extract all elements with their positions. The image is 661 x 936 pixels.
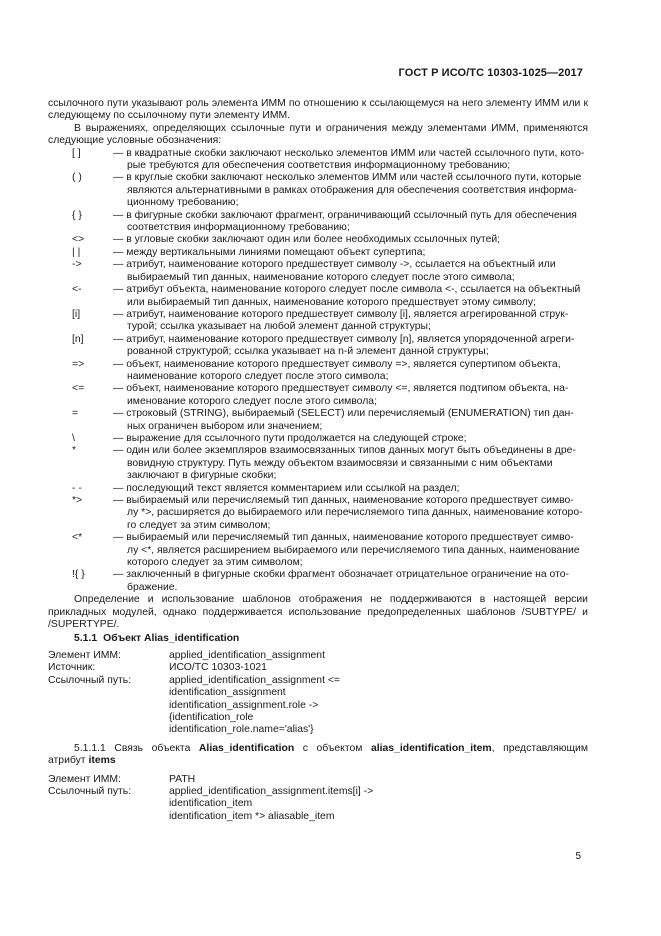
notation-description [113, 495, 588, 532]
definition-row [48, 786, 588, 823]
definition-value [169, 774, 588, 786]
definition-label: Элемент ИММ: [48, 649, 121, 661]
notation-item [48, 259, 588, 284]
templates-paragraph: Определение и использование шаблонов отображения не поддерживаются в настоящей версии прикладных модулей, однако поддерживается использование предопределенных шаблонов /SUBTYPE/ и /SUPERTYPE/. [48, 594, 588, 631]
notation-description [113, 433, 588, 445]
notation-symbol: <* [72, 532, 83, 544]
section-number: 5.1.1 [74, 633, 98, 645]
notation-item [48, 247, 588, 259]
notation-symbol: * [72, 445, 77, 457]
section-heading [74, 633, 588, 645]
notation-symbol: *> [72, 495, 83, 506]
notation-line: — последующий текст является комментарием или ссылкой на раздел; [113, 482, 460, 494]
notation-line: соответствия информационному требованию; [127, 222, 350, 234]
notation-description [113, 210, 588, 235]
notation-line: — в круглые скобки заключают несколько элементов ИММ или частей ссылочного пути, которые [113, 172, 582, 184]
subsection-number: 5.1.1.1 [74, 742, 106, 754]
definition-row [48, 662, 588, 674]
notation-line: — между вертикальными линиями помещают объект супертипа; [113, 246, 426, 258]
definition-value-line: applied_identification_assignment [169, 649, 325, 661]
notation-symbol: [n] [72, 333, 84, 345]
notation-item [48, 172, 588, 209]
notation-line: — заключенный в фигурные скобки фрагмент обозначает отрицательное ограничение на ото- [113, 569, 569, 581]
notation-description [113, 532, 588, 569]
definition-value-line: identification_assignment [169, 687, 286, 699]
notation-line: — атрибут, наименование которого предшествует символу ->, ссылается на объектный или [113, 259, 556, 271]
notation-item [48, 359, 588, 384]
notation-item [48, 210, 588, 235]
notation-description [113, 483, 588, 495]
definition-value-line: ИСО/ТС 10303-1021 [169, 662, 267, 674]
notation-line: — атрибут, наименование которого предшествует символу [n], является упорядоченной агреги- [113, 333, 575, 345]
notation-line: наименование которого следует после этого символа; [127, 370, 389, 382]
definition-value [169, 786, 588, 823]
subsection-object: Alias_identification [198, 742, 295, 754]
definition-value-line: identification_assignment.role -> [169, 699, 319, 711]
definition-label: Элемент ИММ: [48, 773, 121, 785]
definition-value [169, 650, 588, 662]
notation-item [48, 569, 588, 594]
definition-block-1 [48, 650, 588, 737]
notation-item [48, 495, 588, 532]
notation-description [113, 148, 588, 173]
definition-row [48, 774, 588, 786]
notation-item [48, 234, 588, 246]
notation-line: лу <*, является расширением выбираемого или перечисляемого типа данных, наименование [127, 544, 580, 556]
notation-line: ных ограничен выбором или значением; [127, 420, 323, 432]
definition-value-line: identification_item *> aliasable_item [169, 810, 335, 822]
intro-paragraph-1: ссылочного пути указывают роль элемента ИММ по отношению к ссылающемуся на него элементу ИММ или к следующему по ссылочному пути элементу ИММ. [48, 98, 588, 122]
notation-symbol: -> [72, 259, 82, 271]
notation-symbol: [i] [72, 308, 81, 320]
notation-line: — выбираемый или перечисляемый тип данных, наименование которого предшествует симво- [113, 532, 574, 544]
notation-list [48, 148, 588, 595]
notation-line: — атрибут объекта, наименование которого следует после символа <-, ссылается на объектный [113, 284, 581, 296]
notation-description [113, 408, 588, 433]
notation-item [48, 445, 588, 482]
notation-line: которого следует за этим символом; [127, 557, 303, 569]
definition-value [169, 662, 588, 674]
notation-line: или выбираемый тип данных, наименование которого предшествует этому символу; [127, 296, 536, 308]
definition-value-line: applied_identification_assignment <= [169, 674, 340, 686]
notation-line: именование которого следует после этого символа; [127, 395, 377, 407]
notation-description [113, 309, 588, 334]
page-number: 5 [575, 851, 581, 862]
definition-row [48, 675, 588, 737]
notation-symbol: <> [72, 234, 85, 246]
definition-label: Ссылочный путь: [48, 785, 132, 797]
notation-symbol: { } [72, 209, 82, 221]
notation-line: — выражение для ссылочного пути продолжается на следующей строке; [113, 432, 467, 444]
document-header: ГОСТ Р ИСО/ТС 10303-1025—2017 [398, 67, 583, 79]
definition-value [169, 675, 588, 737]
intro-paragraph-2: В выражениях, определяющих ссылочные пути и ограничения между элементами ИММ, применяются следующие условные обозначения: [48, 122, 588, 147]
notation-description [113, 284, 588, 309]
notation-description [113, 247, 588, 259]
notation-description [113, 445, 588, 482]
notation-line: — выбираемый или перечисляемый тип данных, наименование которого предшествует симво- [113, 495, 574, 506]
notation-symbol: - - [72, 482, 82, 494]
notation-item [48, 383, 588, 408]
definition-value-line: PATH [169, 773, 196, 785]
notation-line: являются альтернативными в рамках отображения для обеспечения соответствия информа- [127, 184, 577, 196]
definition-value-line: applied_identification_assignment.items[i] -> [169, 785, 374, 797]
definition-label: Источник: [48, 662, 96, 674]
definition-block-2 [48, 774, 588, 824]
definition-value-line: identification_item [169, 798, 253, 810]
notation-line: рованной структурой; ссылка указывает на n-й элемент данной структуры; [127, 346, 489, 358]
notation-item [48, 334, 588, 359]
content [48, 98, 588, 823]
notation-line: лу *>, расширяется до выбираемого или перечисляемого типа данных, наименование которо- [127, 507, 583, 519]
notation-item [48, 483, 588, 495]
notation-line: выбираемый тип данных, наименование которого следует после этого символа; [127, 271, 515, 283]
notation-line: го следует за этим символом; [127, 519, 271, 531]
notation-symbol: \ [72, 432, 75, 444]
subsection-heading: 5.1.1.1 Связь объекта Alias_identification с объектом alias_identification_item, представляющим атрибут items [48, 742, 588, 767]
notation-line: — в фигурные скобки заключают фрагмент, ограничивающий ссылочный путь для обеспечения [113, 209, 577, 221]
section-title: Объект Alias_identification [103, 633, 240, 645]
notation-description [113, 234, 588, 246]
notation-item [48, 309, 588, 334]
notation-line: ционному требованию; [127, 197, 239, 209]
notation-description [113, 334, 588, 359]
notation-line: — в угловые скобки заключают один или более необходимых ссылочных путей; [113, 234, 501, 246]
notation-line: бражение. [127, 581, 178, 593]
notation-item [48, 408, 588, 433]
notation-description [113, 259, 588, 284]
notation-item [48, 532, 588, 569]
notation-description [113, 569, 588, 594]
definition-row [48, 650, 588, 662]
notation-item [48, 284, 588, 309]
notation-line: турой; ссылка указывает на любой элемент данной структуры; [127, 321, 431, 333]
notation-symbol: ( ) [72, 172, 82, 184]
notation-symbol: => [72, 358, 85, 370]
notation-line: — один или более экземпляров взаимосвязанных типов данных могут быть объединены в дре- [113, 445, 576, 457]
notation-line: заключают в фигурные скобки; [127, 470, 277, 482]
subsection-object-2: alias_identification_item [370, 742, 492, 754]
definition-label: Ссылочный путь: [48, 674, 132, 686]
notation-line: — в квадратные скобки заключают несколько элементов ИММ или частей ссылочного пути, кото- [113, 147, 585, 159]
notation-line: — атрибут, наименование которого предшествует символу [i], является агрегированной струк- [113, 308, 569, 320]
subsection-attribute: items [88, 755, 116, 767]
notation-symbol: | | [72, 246, 81, 258]
notation-line: — строковый (STRING), выбираемый (SELECT) или перечисляемый (ENUMERATION) тип дан- [113, 408, 574, 420]
definition-value-line: {identification_role [169, 711, 254, 723]
notation-item [48, 433, 588, 445]
definition-value-line: identification_role.name='alias'} [169, 724, 314, 736]
notation-symbol: <- [72, 284, 82, 296]
notation-line: рые требуются для обеспечения соответствия информационному требованию; [127, 160, 511, 172]
notation-symbol: !{ } [72, 569, 85, 581]
notation-line: — объект, наименование которого предшествует символу =>, является супертипом объекта, [113, 358, 561, 370]
notation-description [113, 359, 588, 384]
notation-item [48, 148, 588, 173]
notation-symbol: [ ] [72, 147, 81, 159]
notation-line: — объект, наименование которого предшествует символу <=, является подтипом объекта, на- [113, 383, 569, 395]
notation-description [113, 172, 588, 209]
notation-description [113, 383, 588, 408]
notation-symbol: <= [72, 383, 85, 395]
notation-line: вовидную структуру. Путь между объектом взаимосвязи и связанными с ним объектами [127, 457, 553, 469]
notation-symbol: = [72, 408, 79, 420]
